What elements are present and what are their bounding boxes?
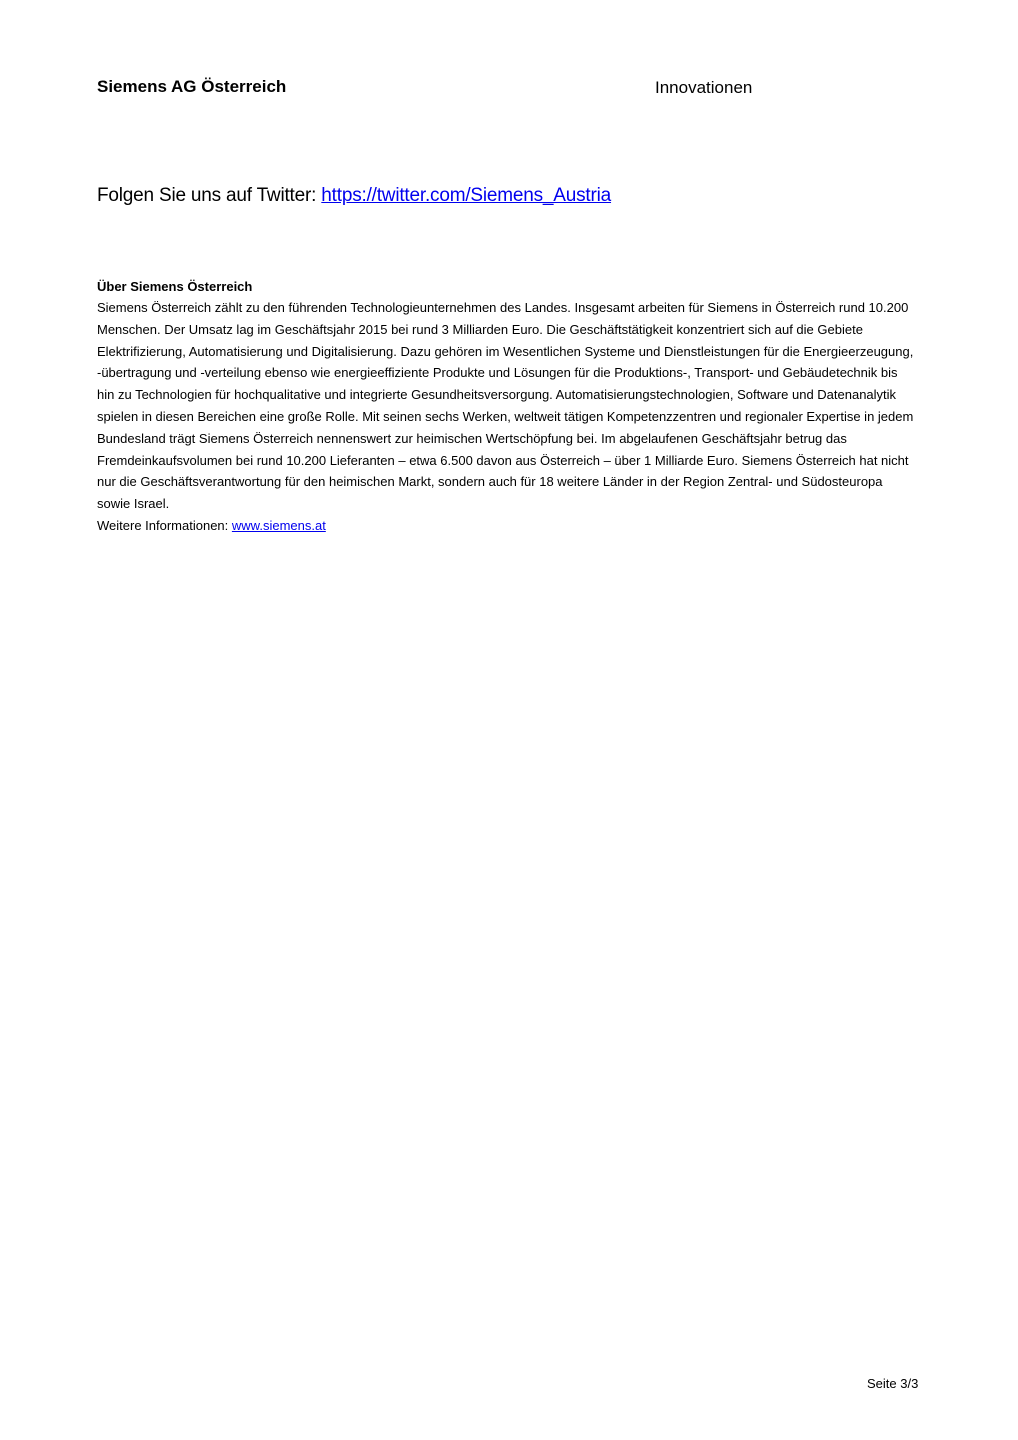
about-heading: Über Siemens Österreich xyxy=(97,279,253,294)
about-section xyxy=(97,276,917,537)
more-info-label: Weitere Informationen: xyxy=(97,517,232,533)
twitter-follow-text: Folgen Sie uns auf Twitter: xyxy=(97,185,322,206)
twitter-follow-line xyxy=(97,183,611,208)
twitter-link[interactable]: https://twitter.com/Siemens_Austria xyxy=(321,185,612,206)
section-title: Innovationen xyxy=(655,78,753,97)
page-number: Seite 3/3 xyxy=(867,1376,919,1391)
company-name: Siemens AG Österreich xyxy=(97,77,287,96)
more-info-line xyxy=(97,515,917,537)
website-link[interactable]: www.siemens.at xyxy=(231,517,326,533)
about-body-text: Siemens Österreich zählt zu den führenden Technologieunternehmen des Landes. Insgesamt arbeiten für Siemens in Österreich rund 10.200 Menschen. Der Umsatz lag im Geschäftsjahr 2015 bei rund 3 Milliarden Euro. Die Geschäftstätigkeit konzentriert sich auf die Gebiete Elektrifizierung, Automatisierung und Digitalisierung. Dazu gehören im Wesentlichen Systeme und Dienstleistungen für die Energieerzeugung, -übertragung und -verteilung ebenso wie energieeffiziente Produkte und Lösungen für die Produktions-, Transport- und Gebäudetechnik bis hin zu Technologien für hochqualitative und integrierte Gesundheitsversorgung. Automatisierungstechnologien, Software und Datenanalytik spielen in diesen Bereichen eine große Rolle. Mit seinen sechs Werken, weltweit tätigen Kompetenzzentren und regionaler Expertise in jedem Bundesland trägt Siemens Österreich nennenswert zur heimischen Wertschöpfung bei. Im abgelaufenen Geschäftsjahr betrug das Fremdeinkaufsvolumen bei rund 10.200 Lieferanten – etwa 6.500 davon aus Österreich – über 1 Milliarde Euro. Siemens Österreich hat nicht nur die Geschäftsverantwortung für den heimischen Markt, sondern auch für 18 weitere Länder in der Region Zentral- und Südosteuropa sowie Israel. xyxy=(97,300,914,512)
